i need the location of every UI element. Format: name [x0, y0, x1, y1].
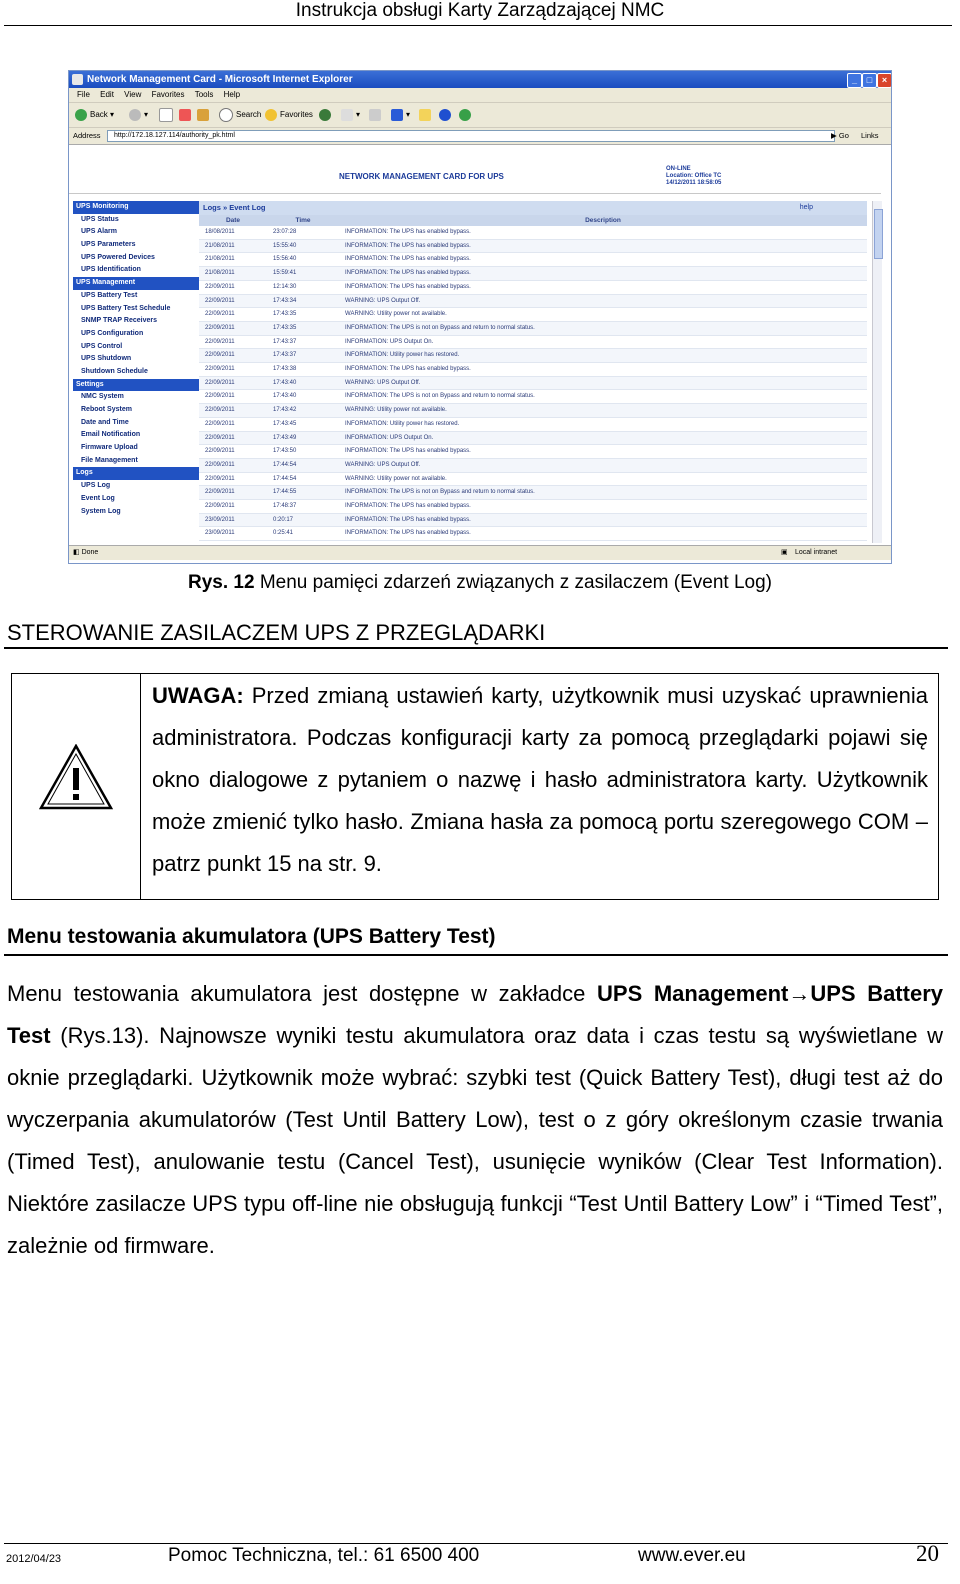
time-cell: 17:43:35 [267, 321, 339, 335]
browser-screenshot [68, 70, 892, 564]
table-row [199, 472, 867, 486]
messenger-button[interactable] [459, 108, 474, 122]
browser-status-bar [69, 545, 891, 560]
date-cell: 22/09/2011 [199, 308, 267, 322]
description-cell: INFORMATION: Utility power has restored. [339, 417, 867, 431]
description-cell: INFORMATION: The UPS is not on Bypass and return to normal status. [339, 486, 867, 500]
footer-rule [4, 1543, 948, 1544]
event-log-table [199, 215, 867, 541]
date-cell: 23/09/2011 [199, 527, 267, 541]
sidebar-item[interactable]: UPS Log [81, 482, 111, 490]
table-row [199, 363, 867, 377]
messenger-icon [459, 109, 471, 121]
ups-battery-test-term: UPS Battery Test [7, 981, 943, 1048]
time-cell: 15:55:40 [267, 239, 339, 253]
refresh-button[interactable] [179, 108, 194, 122]
warning-triangle-icon [39, 744, 113, 810]
links-button[interactable]: Links [861, 131, 879, 140]
description-cell: INFORMATION: UPS Output On. [339, 335, 867, 349]
date-cell: 21/08/2011 [199, 253, 267, 267]
sidebar-item[interactable]: File Management [81, 456, 138, 464]
table-row [199, 267, 867, 281]
back-arrow-icon [75, 109, 87, 121]
sidebar-section-header[interactable]: UPS Monitoring [73, 201, 199, 214]
description-cell: WARNING: Utility power not available. [339, 308, 867, 322]
table-row [199, 513, 867, 527]
local-intranet-icon: ▣ [781, 549, 788, 556]
sidebar-item[interactable]: UPS Status [81, 215, 119, 223]
browser-toolbar [69, 102, 891, 128]
description-cell: INFORMATION: The UPS has enabled bypass. [339, 239, 867, 253]
warning-label: UWAGA: [152, 683, 244, 708]
date-cell: 22/09/2011 [199, 458, 267, 472]
time-cell: 17:43:37 [267, 335, 339, 349]
time-cell: 17:43:50 [267, 445, 339, 459]
browser-title-bar [69, 71, 891, 88]
table-row [199, 458, 867, 472]
description-cell: INFORMATION: The UPS has enabled bypass. [339, 513, 867, 527]
search-icon [219, 108, 233, 122]
favorites-button[interactable]: Favorites [265, 108, 313, 122]
paragraph-text: Menu testowania akumulatora jest dostępne w zakładce [7, 981, 598, 1006]
address-label: Address [73, 131, 101, 140]
mail-button[interactable]: ▾ [341, 108, 360, 122]
warning-text [152, 675, 928, 885]
time-cell: 17:43:34 [267, 294, 339, 308]
date-cell: 22/09/2011 [199, 376, 267, 390]
go-button[interactable]: ▶ Go [831, 131, 849, 140]
ups-management-term: UPS Management [597, 981, 789, 1006]
time-cell: 15:56:40 [267, 253, 339, 267]
time-cell: 17:44:54 [267, 472, 339, 486]
description-cell: INFORMATION: The UPS is not on Bypass and return to normal status. [339, 321, 867, 335]
sidebar-item[interactable]: SNMP TRAP Receivers [81, 317, 157, 325]
date-cell: 22/09/2011 [199, 335, 267, 349]
description-cell: INFORMATION: The UPS has enabled bypass. [339, 445, 867, 459]
date-cell: 23/09/2011 [199, 513, 267, 527]
description-cell: INFORMATION: The UPS has enabled bypass. [339, 267, 867, 281]
time-cell: 17:44:54 [267, 458, 339, 472]
maximize-icon[interactable]: □ [862, 73, 877, 88]
sidebar-item[interactable]: Email Notification [81, 431, 141, 439]
browser-window-title: Network Management Card - Microsoft Internet Explorer [87, 74, 353, 85]
date-cell: 22/09/2011 [199, 280, 267, 294]
table-header-row [199, 215, 867, 226]
event-log-rows [199, 226, 867, 541]
star-icon [265, 109, 277, 121]
table-row [199, 390, 867, 404]
refresh-icon [179, 109, 191, 121]
table-row [199, 226, 867, 239]
warning-body: Przed zmianą ustawień karty, użytkownik musi uzyskać uprawnienia administratora. Podczas konfiguracji karty za pomocą przeglądarki pojawi się okno dialogowe z pytaniem o nazwę i hasło administratora karty. Użytkownik może zmienić tylko hasło. Zmiana hasła za pomocą portu szeregowego COM – patrz punkt 15 na str. 9. [152, 683, 928, 876]
section-rule [4, 647, 948, 649]
time-cell: 0:25:41 [267, 527, 339, 541]
sidebar-item[interactable]: UPS Identification [81, 266, 141, 274]
nmc-header-rule [69, 193, 881, 194]
ie-logo-icon [72, 74, 83, 85]
time-cell: 17:43:40 [267, 390, 339, 404]
time-cell: 12:14:30 [267, 280, 339, 294]
figure-caption [0, 571, 960, 595]
description-cell: WARNING: UPS Output Off. [339, 294, 867, 308]
time-cell: 17:43:37 [267, 349, 339, 363]
table-row [199, 500, 867, 514]
menu-tools[interactable]: Tools [194, 90, 214, 99]
sidebar-item[interactable]: NMC System [81, 393, 124, 401]
minimize-icon[interactable]: _ [847, 73, 862, 88]
sidebar-section-header[interactable]: UPS Management [73, 277, 199, 290]
page-done-icon: ◧ [73, 549, 80, 556]
history-icon [319, 109, 331, 121]
menu-help[interactable]: Help [223, 90, 241, 99]
time-cell: 17:43:49 [267, 431, 339, 445]
arrow-icon: → [788, 981, 811, 1006]
browser-menu-bar [69, 88, 891, 102]
column-header-date: Date [199, 215, 267, 226]
folder-button[interactable] [419, 108, 434, 122]
forward-arrow-icon [129, 109, 141, 121]
table-row [199, 308, 867, 322]
menu-file[interactable]: File [77, 90, 90, 99]
section-rule [4, 954, 948, 956]
time-cell: 23:07:28 [267, 226, 339, 239]
table-row [199, 321, 867, 335]
date-cell: 22/09/2011 [199, 486, 267, 500]
nmc-page-title: NETWORK MANAGEMENT CARD FOR UPS [339, 172, 504, 181]
sidebar-item[interactable]: UPS Shutdown [81, 355, 132, 363]
word-icon [391, 109, 403, 121]
sidebar-item[interactable]: System Log [81, 507, 121, 515]
table-row [199, 280, 867, 294]
sidebar-item[interactable]: UPS Alarm [81, 228, 117, 236]
bluetooth-icon [439, 109, 451, 121]
help-link[interactable]: help [799, 204, 813, 211]
edit-button[interactable]: ▾ [391, 108, 410, 122]
page-header-title: Instrukcja obsługi Karty Zarządzającej NMC [295, 0, 665, 21]
history-button[interactable] [319, 108, 334, 122]
date-cell: 18/08/2011 [199, 226, 267, 239]
home-icon [197, 109, 209, 121]
description-cell: INFORMATION: Utility power has restored. [339, 349, 867, 363]
date-cell: 22/09/2011 [199, 321, 267, 335]
sidebar-item[interactable]: Shutdown Schedule [81, 367, 148, 375]
description-cell: INFORMATION: The UPS has enabled bypass. [339, 363, 867, 377]
description-cell: WARNING: Utility power not available. [339, 404, 867, 418]
date-cell: 22/09/2011 [199, 472, 267, 486]
sidebar-item[interactable]: UPS Battery Test [81, 291, 138, 299]
table-row [199, 445, 867, 459]
print-button[interactable] [369, 108, 384, 122]
warning-divider [140, 674, 141, 899]
ups-status-line: ON-LINE [666, 166, 691, 172]
ups-status-info [666, 166, 721, 187]
table-row [199, 431, 867, 445]
vertical-scrollbar[interactable] [872, 201, 882, 543]
header-rule [4, 25, 952, 26]
mail-icon [341, 109, 353, 121]
time-cell: 15:59:41 [267, 267, 339, 281]
time-cell: 0:20:17 [267, 513, 339, 527]
status-done: Done [81, 549, 99, 556]
table-row [199, 527, 867, 541]
description-cell: INFORMATION: The UPS is not on Bypass and return to normal status. [339, 390, 867, 404]
date-cell: 22/09/2011 [199, 349, 267, 363]
description-cell: INFORMATION: The UPS has enabled bypass. [339, 527, 867, 541]
time-cell: 17:43:38 [267, 363, 339, 377]
address-input[interactable]: http://172.18.127.114/authority_pk.html [107, 130, 835, 142]
sidebar-item[interactable]: UPS Control [81, 342, 123, 350]
description-cell: INFORMATION: The UPS has enabled bypass. [339, 253, 867, 267]
time-cell: 17:43:42 [267, 404, 339, 418]
print-icon [369, 109, 381, 121]
sidebar-item[interactable]: UPS Parameters [81, 241, 136, 249]
table-row [199, 349, 867, 363]
date-cell: 22/09/2011 [199, 363, 267, 377]
date-cell: 22/09/2011 [199, 294, 267, 308]
description-cell: WARNING: UPS Output Off. [339, 458, 867, 472]
back-button[interactable]: Back ▾ [75, 108, 114, 122]
logs-breadcrumb-bar [199, 201, 867, 215]
browser-address-bar [69, 127, 891, 145]
sidebar-item[interactable]: UPS Powered Devices [81, 253, 155, 261]
table-row [199, 253, 867, 267]
battery-test-paragraph [7, 973, 943, 1267]
close-icon[interactable]: × [877, 73, 892, 88]
stop-button[interactable] [159, 108, 176, 122]
caption-number: Rys. 12 [188, 572, 255, 593]
section-heading-browser-control: STEROWANIE ZASILACZEM UPS Z PRZEGLĄDARKI [7, 620, 546, 645]
warning-box [11, 673, 939, 900]
menu-favorites[interactable]: Favorites [151, 90, 185, 99]
table-row [199, 376, 867, 390]
forward-button[interactable]: ▾ [129, 108, 148, 122]
home-button[interactable] [197, 108, 212, 122]
search-button[interactable]: Search [219, 108, 261, 122]
status-zone: Local intranet [795, 549, 838, 556]
sidebar-item[interactable]: Reboot System [81, 406, 132, 413]
date-cell: 21/08/2011 [199, 267, 267, 281]
caption-text: Menu pamięci zdarzeń związanych z zasilaczem (Event Log) [254, 572, 772, 593]
sidebar-item[interactable]: UPS Battery Test Schedule [81, 304, 171, 312]
date-cell: 22/09/2011 [199, 404, 267, 418]
section-heading-battery-test: Menu testowania akumulatora (UPS Battery Test) [7, 925, 496, 948]
sidebar-section-header[interactable]: Settings [73, 379, 199, 392]
description-cell: WARNING: UPS Output Off. [339, 376, 867, 390]
table-row [199, 417, 867, 431]
description-cell: INFORMATION: The UPS has enabled bypass. [339, 500, 867, 514]
table-row [199, 294, 867, 308]
ups-location-line: Location: Office TC [666, 173, 722, 179]
time-cell: 17:43:40 [267, 376, 339, 390]
column-header-time: Time [267, 215, 339, 226]
time-cell: 17:44:55 [267, 486, 339, 500]
table-row [199, 335, 867, 349]
time-cell: 17:48:37 [267, 500, 339, 514]
menu-edit[interactable]: Edit [100, 90, 114, 99]
time-cell: 17:43:45 [267, 417, 339, 431]
description-cell: INFORMATION: The UPS has enabled bypass. [339, 226, 867, 239]
ups-datetime-line: 14/12/2011 18:58:05 [666, 180, 722, 186]
sidebar-item[interactable]: Date and Time [81, 418, 129, 426]
breadcrumb: Logs » Event Log [203, 203, 266, 212]
folder-icon [419, 109, 431, 121]
sidebar-item[interactable]: Event Log [81, 494, 115, 502]
table-row [199, 239, 867, 253]
table-row [199, 404, 867, 418]
scrollbar-thumb[interactable] [874, 209, 883, 259]
description-cell: WARNING: Utility power not available. [339, 472, 867, 486]
sidebar-item[interactable]: UPS Configuration [81, 329, 144, 337]
menu-view[interactable]: View [124, 90, 142, 99]
date-cell: 22/09/2011 [199, 500, 267, 514]
date-cell: 22/09/2011 [199, 431, 267, 445]
description-cell: INFORMATION: The UPS has enabled bypass. [339, 280, 867, 294]
event-log-panel [199, 201, 867, 541]
page-number: 20 [916, 1541, 939, 1566]
date-cell: 21/08/2011 [199, 239, 267, 253]
description-cell: INFORMATION: UPS Output On. [339, 431, 867, 445]
footer-website: www.ever.eu [638, 1545, 746, 1566]
table-row [199, 486, 867, 500]
sidebar-item[interactable]: Firmware Upload [81, 444, 138, 452]
date-cell: 22/09/2011 [199, 390, 267, 404]
column-header-description: Description [339, 215, 867, 226]
date-cell: 22/09/2011 [199, 417, 267, 431]
bluetooth-button[interactable] [439, 108, 454, 122]
footer-support-phone: Pomoc Techniczna, tel.: 61 6500 400 [168, 1545, 480, 1566]
time-cell: 17:43:35 [267, 308, 339, 322]
paragraph-text: (Rys.13). Najnowsze wyniki testu akumulatora oraz data i czas testu są wyświetlane w oknie przeglądarki. Użytkownik może wybrać: szybki test (Quick Battery Test), długi test aż do wyczerpania akumulatorów (Test Until Battery Low), test o z góry określonym czasie trwania (Timed Test), anulowanie testu (Cancel Test), usunięcie wyników (Clear Test Information). Niektóre zasilacze UPS typu off-line nie obsługują funkcji “Test Until Battery Low” i “Timed Test”, zależnie od firmware. [7, 1023, 943, 1258]
nmc-sidebar [73, 201, 199, 518]
stop-icon [159, 108, 173, 122]
sidebar-section-header[interactable]: Logs [73, 467, 199, 480]
footer-date: 2012/04/23 [6, 1553, 62, 1565]
date-cell: 22/09/2011 [199, 445, 267, 459]
